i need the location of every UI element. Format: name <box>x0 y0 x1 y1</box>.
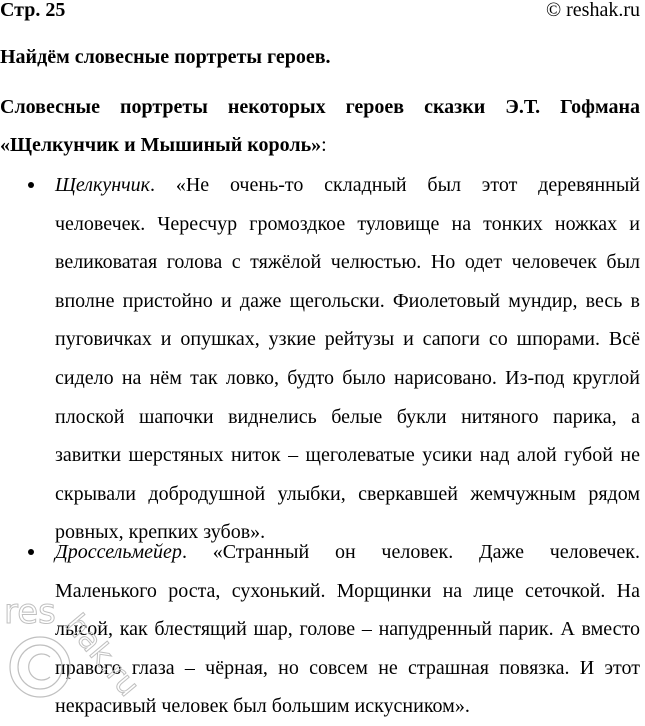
portrait-text <box>55 533 640 726</box>
bullet-icon <box>28 549 34 555</box>
portrait-text <box>55 166 640 552</box>
character-description: . «Странный он человек. Даже человечек. Маленького роста, сухонький. Морщинки на лице сеточкой. На лысой, как блестящий шар, голове – напудренный парик. А вместо правого глаза – чёрная, но совсем не страшная повязка. И этот некрасивый человек был большим искусником». <box>55 541 640 718</box>
svg-text:res: res <box>4 595 56 632</box>
list-item <box>0 166 640 552</box>
intro-text: Словесные портреты некоторых героев сказки Э.Т. Гофмана «Щелкунчик и Мышиный король» <box>0 96 640 156</box>
intro-colon: : <box>321 134 327 156</box>
bullet-icon <box>28 182 34 188</box>
character-list-item-drosselmeyer <box>0 533 645 726</box>
list-item <box>0 533 640 726</box>
character-name: Щелкунчик <box>55 174 151 196</box>
character-name: Дроссельмейер <box>55 541 182 563</box>
copyright-notice: © reshak.ru <box>545 0 640 21</box>
character-list-item-nutcracker <box>0 166 645 552</box>
character-description: . «Не очень-то складный был этот деревянный человечек. Чересчур громоздкое туловище на тонких ножках и великоватая голова с тяжёлой челюстью. Но одет человечек был вполне пристойно и даже щегольски. Фиолетовый мундир, весь в пуговичках и опушках, узкие рейтузы и сапоги со шпорами. Всё сидело на нём так ловко, будто было нарисовано. Из-под круглой плоской шапочки виднелись белые букли нитяного парика, а завитки шерстяных ниток – щеголеватые усики над алой губой не скрывали добродушной улыбки, сверкавшей жемчужным рядом ровных, крепких зубов». <box>55 174 640 544</box>
intro-paragraph <box>0 88 640 164</box>
page-header <box>0 0 640 25</box>
page-number: Стр. 25 <box>0 0 66 21</box>
task-title: Найдём словесные портреты героев. <box>0 46 331 68</box>
svg-text:hak.ru: hak.ru <box>57 607 147 704</box>
